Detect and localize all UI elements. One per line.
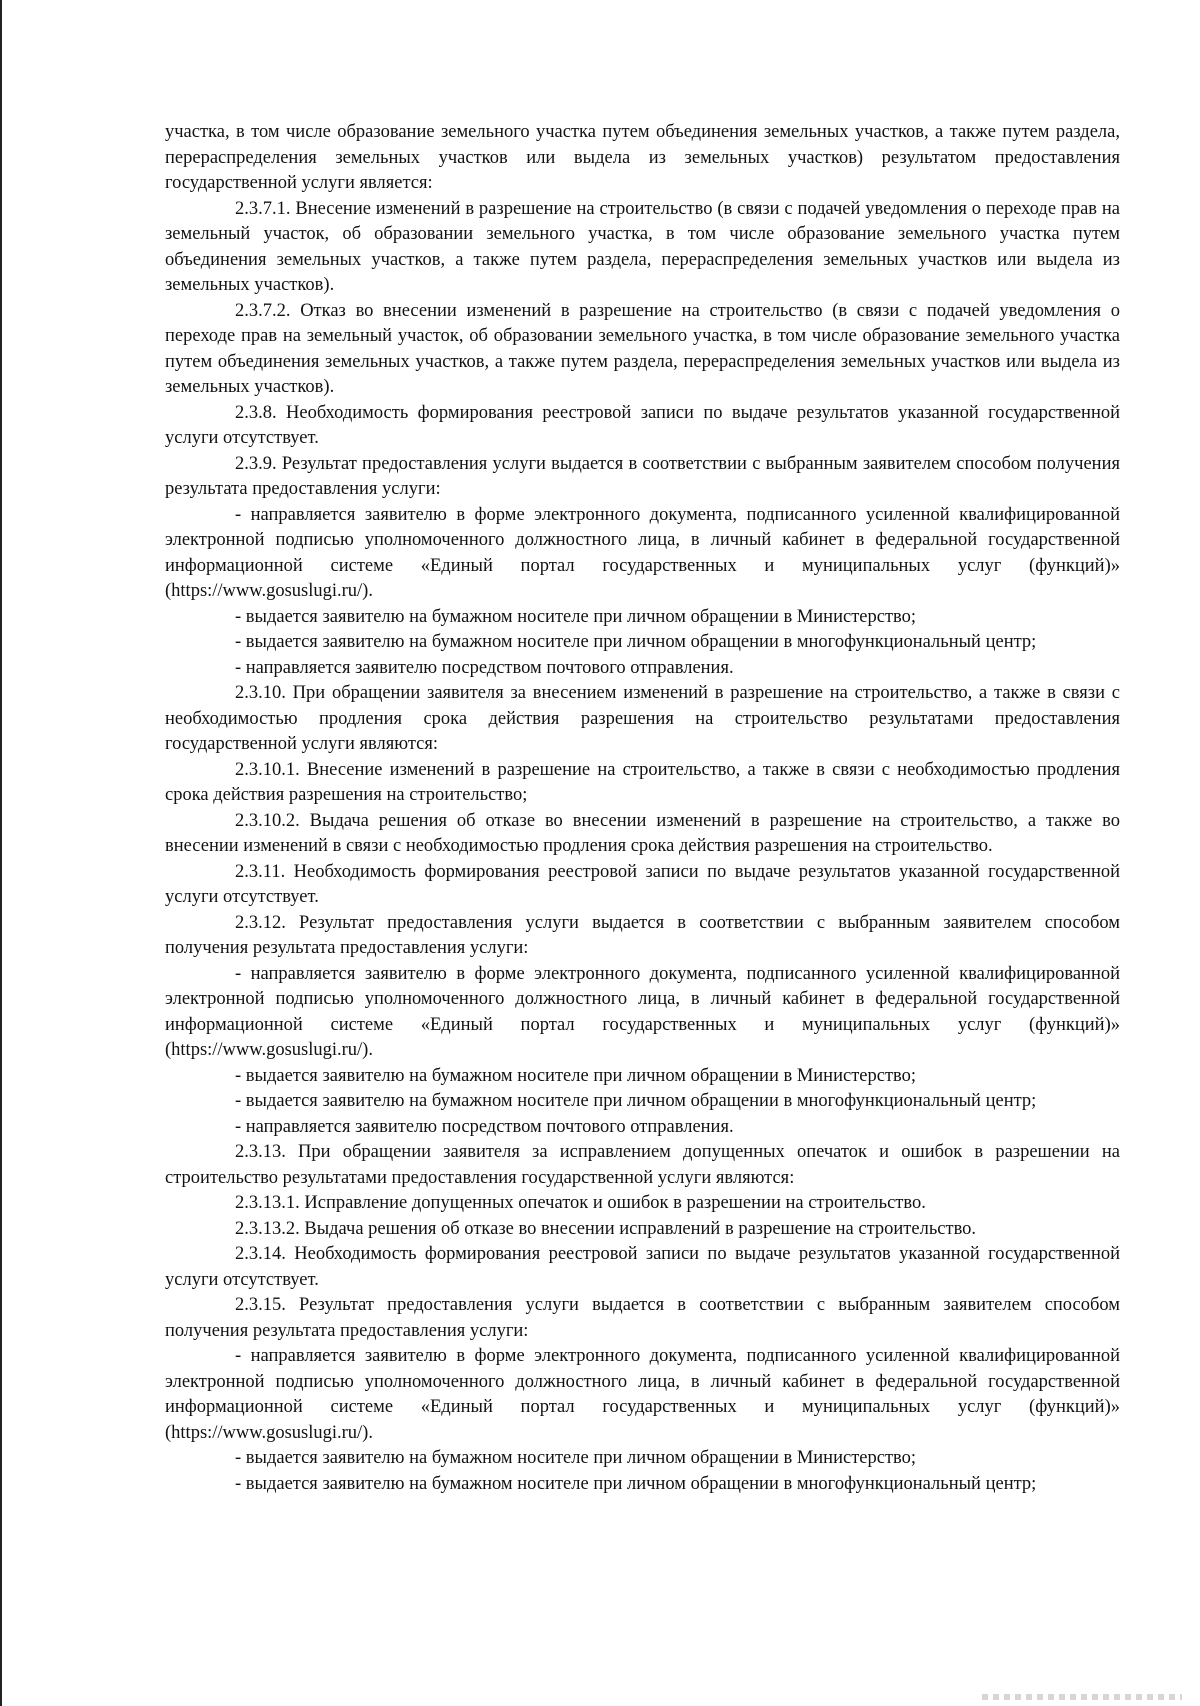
list-item: - выдается заявителю на бумажном носителе при личном обращении в Министерство; — [235, 1065, 917, 1086]
paragraph: 2.3.12. Результат предоставления услуги выдается в соответствии с выбранным заявителем способом получения результата предоставления услуги: — [165, 912, 1120, 958]
scan-marks-decoration — [982, 1694, 1182, 1700]
list-item: - выдается заявителю на бумажном носителе при личном обращении в многофункциональный центр; — [235, 1473, 1037, 1494]
paragraph: 2.3.11. Необходимость формирования реестровой записи по выдаче результатов указанной государственной услуги отсутствует. — [165, 861, 1120, 907]
list-item: - направляется заявителю посредством почтового отправления. — [235, 657, 734, 678]
scan-edge-line — [0, 0, 2, 1706]
list-item: - выдается заявителю на бумажном носителе при личном обращении в многофункциональный центр; — [235, 1091, 1037, 1111]
paragraph: 2.3.8. Необходимость формирования реестровой записи по выдаче результатов указанной государственной услуги отсутствует. — [165, 402, 1120, 448]
list-item: - выдается заявителю на бумажном носителе при личном обращении в Министерство; — [235, 606, 917, 627]
document-page — [165, 120, 1120, 1497]
list-item: - направляется заявителю посредством почтового отправления. — [235, 1116, 734, 1137]
paragraph: участка, в том числе образование земельного участка путем объединения земельных участков, а также путем раздела, перераспределения земельных участков или выдела из земельных участков) результатом предоставления государственной услуги является: — [165, 122, 1120, 193]
paragraph: 2.3.7.2. Отказ во внесении изменений в разрешение на строительство (в связи с подачей уведомления о переходе прав на земельный участок, об образовании земельного участка, в том числе образование земельного участка путем объединения земельных участков, а также путем раздела, перераспределения земельных участков или выдела из земельных участков). — [165, 300, 1120, 397]
paragraph: 2.3.9. Результат предоставления услуги выдается в соответствии с выбранным заявителем способом получения результата предоставления услуги: — [165, 453, 1120, 499]
paragraph: 2.3.10.2. Выдача решения об отказе во внесении изменений в разрешение на строительство, а также во внесении изменений в связи с необходимостью продления срока действия разрешения на строительство. — [165, 810, 1120, 856]
list-item: - выдается заявителю на бумажном носителе при личном обращении в Министерство; — [235, 1448, 917, 1468]
paragraph: 2.3.14. Необходимость формирования реестровой записи по выдаче результатов указанной государственной услуги отсутствует. — [165, 1244, 1120, 1290]
list-item: - направляется заявителю в форме электронного документа, подписанного усиленной квалифицированной электронной подписью уполномоченного должностного лица, в личный кабинет в федеральной государственной информационной системе «Единый портал государственных и муниципальных услуг (функций)» (https://www.gosuslugi.ru/). — [165, 963, 1120, 1060]
paragraph: 2.3.10.1. Внесение изменений в разрешение на строительство, а также в связи с необходимостью продления срока действия разрешения на строительство; — [165, 759, 1120, 805]
paragraph: 2.3.13. При обращении заявителя за исправлением допущенных опечаток и ошибок в разрешении на строительство результатами предоставления государственной услуги являются: — [165, 1142, 1120, 1188]
list-item: - выдается заявителю на бумажном носителе при личном обращении в многофункциональный центр; — [235, 632, 1037, 652]
list-item: - направляется заявителю в форме электронного документа, подписанного усиленной квалифицированной электронной подписью уполномоченного должностного лица, в личный кабинет в федеральной государственной информационной системе «Единый портал государственных и муниципальных услуг (функций)» (https://www.gosuslugi.ru/). — [165, 504, 1120, 601]
paragraph: 2.3.13.1. Исправление допущенных опечаток и ошибок в разрешении на строительство. — [235, 1193, 926, 1213]
paragraph: 2.3.15. Результат предоставления услуги выдается в соответствии с выбранным заявителем способом получения результата предоставления услуги: — [165, 1295, 1120, 1341]
paragraph: 2.3.7.1. Внесение изменений в разрешение на строительство (в связи с подачей уведомления о переходе прав на земельный участок, об образовании земельного участка, в том числе образование земельного участка путем объединения земельных участков, а также путем раздела, перераспределения земельных участков или выдела из земельных участков). — [165, 198, 1120, 295]
paragraph: 2.3.13.2. Выдача решения об отказе во внесении исправлений в разрешение на строительство. — [235, 1218, 977, 1239]
paragraph: 2.3.10. При обращении заявителя за внесением изменений в разрешение на строительство, а также в связи с необходимостью продления срока действия разрешения на строительство результатами предоставления государственной услуги являются: — [165, 683, 1120, 754]
list-item: - направляется заявителю в форме электронного документа, подписанного усиленной квалифицированной электронной подписью уполномоченного должностного лица, в личный кабинет в федеральной государственной информационной системе «Единый портал государственных и муниципальных услуг (функций)» (https://www.gosuslugi.ru/). — [165, 1346, 1120, 1443]
